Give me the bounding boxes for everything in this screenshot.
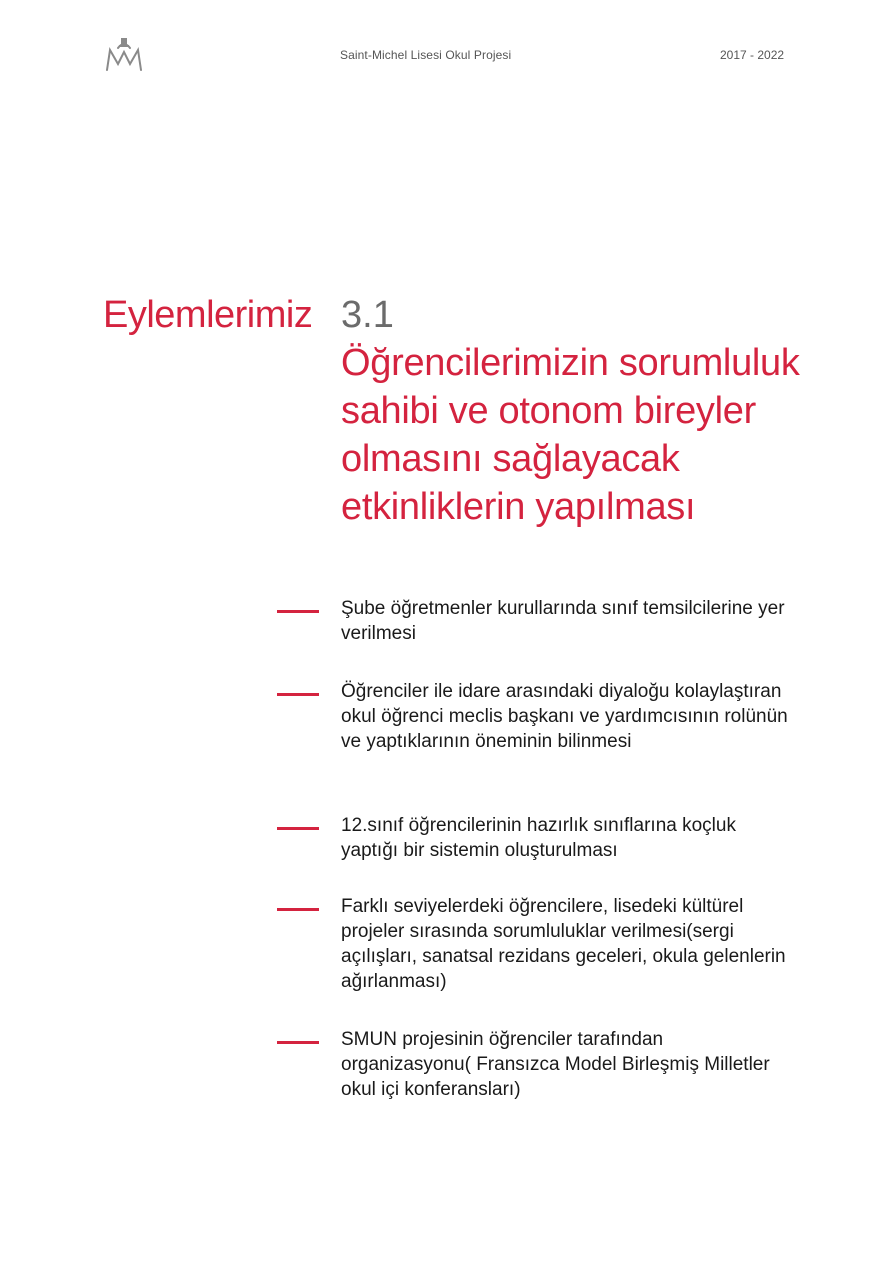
action-item-text: 12.sınıf öğrencilerinin hazırlık sınıflarına koçluk yaptığı bir sistemin oluşturulması	[341, 815, 736, 861]
red-dash-bullet-icon	[277, 908, 319, 911]
section-number: 3.1	[341, 294, 394, 336]
red-dash-bullet-icon	[277, 827, 319, 830]
action-item-text: SMUN projesinin öğrenciler tarafından organizasyonu( Fransızca Model Birleşmiş Milletler okul içi konferansları)	[341, 1029, 770, 1100]
document-header-years: 2017 - 2022	[720, 48, 785, 62]
red-dash-bullet-icon	[277, 610, 319, 613]
red-dash-bullet-icon	[277, 1041, 319, 1044]
action-item-text: Farklı seviyelerdeki öğrencilere, lisedeki kültürel projeler sırasında sorumluluklar verilmesi(sergi açılışları, sanatsal rezidans geceleri, okula gelenlerin ağırlanması)	[341, 896, 786, 992]
document-header-title: Saint-Michel Lisesi Okul Projesi	[340, 48, 512, 62]
school-crest-logo-icon	[104, 36, 144, 72]
action-item-text: Öğrenciler ile idare arasındaki diyaloğu kolaylaştıran okul öğrenci meclis başkanı ve yardımcısının rolünün ve yaptıklarının öneminin bilinmesi	[341, 681, 788, 752]
red-dash-bullet-icon	[277, 693, 319, 696]
action-item-text: Şube öğretmenler kurullarında sınıf temsilcilerine yer verilmesi	[341, 598, 785, 644]
section-title: Öğrencilerimizin sorumluluk sahibi ve otonom bireyler olmasını sağlayacak etkinliklerin yapılması	[341, 342, 800, 528]
section-label: Eylemlerimiz	[103, 294, 313, 336]
